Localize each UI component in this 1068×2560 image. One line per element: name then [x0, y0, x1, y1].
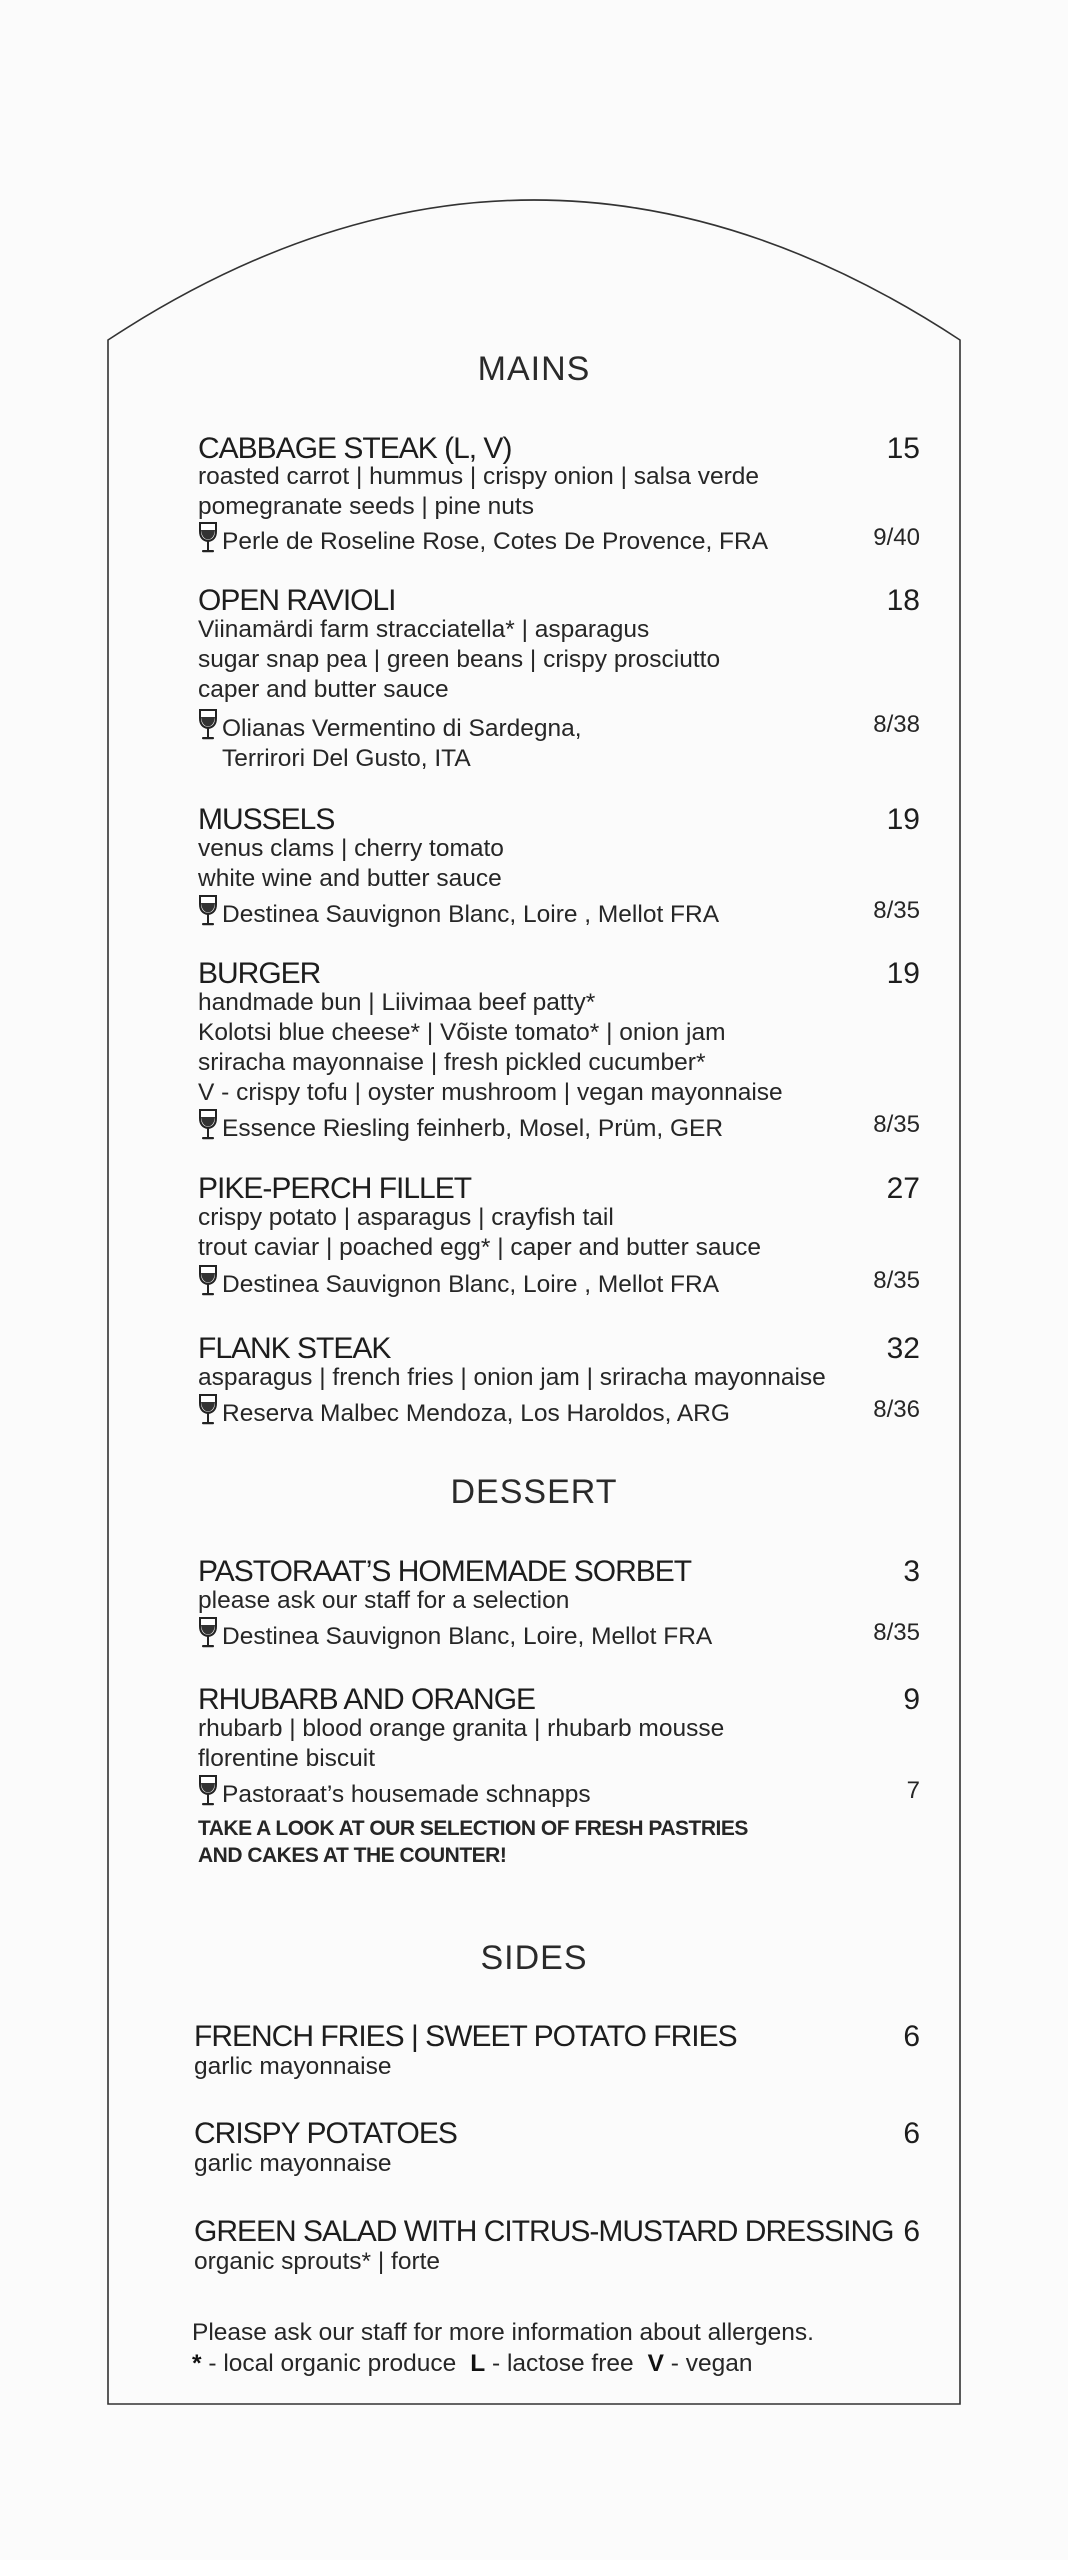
section-heading-sides: SIDES	[480, 1939, 588, 1977]
dish-name: PIKE-PERCH FILLET	[198, 1172, 472, 1205]
description-line: venus clams | cherry tomato	[198, 835, 504, 862]
wine-name: Olianas Vermentino di Sardegna,	[222, 715, 582, 742]
wine-name: Reserva Malbec Mendoza, Los Haroldos, ARG	[222, 1400, 730, 1427]
description-line: asparagus | french fries | onion jam | sriracha mayonnaise	[198, 1364, 826, 1391]
description-line: Kolotsi blue cheese* | Võiste tomato* | onion jam	[198, 1019, 726, 1046]
description-line: crispy potato | asparagus | crayfish tail	[198, 1204, 614, 1231]
wine-line	[198, 1108, 723, 1144]
star-key: *	[192, 2350, 202, 2377]
l-key: L	[470, 2350, 486, 2377]
dish-price: 19	[886, 957, 920, 990]
side-description: garlic mayonnaise	[194, 2150, 392, 2177]
dish-description	[198, 1586, 569, 1616]
wine-glass-icon	[198, 1393, 218, 1429]
counter-note	[198, 1815, 748, 1869]
dish-name: RHUBARB AND ORANGE	[198, 1683, 536, 1716]
description-line: please ask our staff for a selection	[198, 1587, 570, 1614]
description-line: white wine and butter sauce	[198, 865, 502, 892]
description-line: handmade bun | Liivimaa beef patty*	[198, 989, 596, 1016]
wine-glass-icon	[198, 894, 218, 930]
allergen-footer	[192, 2317, 814, 2379]
wine-line	[198, 708, 582, 744]
dish-name: OPEN RAVIOLI	[198, 584, 396, 617]
wine-price: 7	[906, 1777, 920, 1804]
l-text: - lactose free	[485, 2350, 634, 2377]
wine-pairing	[198, 1264, 719, 1300]
note-line: TAKE A LOOK AT OUR SELECTION OF FRESH PASTRIES	[198, 1817, 748, 1840]
dish-name: CABBAGE STEAK (L, V)	[198, 432, 512, 465]
dish-name: PASTORAAT’S HOMEMADE SORBET	[198, 1555, 692, 1588]
wine-name: Destinea Sauvignon Blanc, Loire , Mellot FRA	[222, 901, 720, 928]
wine-pairing	[198, 1108, 723, 1144]
dish-name: FLANK STEAK	[198, 1332, 391, 1365]
description-line: sriracha mayonnaise | fresh pickled cucumber*	[198, 1049, 706, 1076]
dish-description	[198, 834, 504, 894]
wine-line	[198, 1264, 719, 1300]
description-line: pomegranate seeds | pine nuts	[198, 493, 534, 520]
side-name: CRISPY POTATOES	[194, 2117, 457, 2150]
side-price: 6	[903, 2020, 920, 2053]
description-line: V - crispy tofu | oyster mushroom | vegan mayonnaise	[198, 1079, 783, 1106]
description-line: sugar snap pea | green beans | crispy prosciutto	[198, 646, 721, 673]
wine-name: Essence Riesling feinherb, Mosel, Prüm, GER	[222, 1115, 724, 1142]
wine-name: Destinea Sauvignon Blanc, Loire , Mellot FRA	[222, 1271, 720, 1298]
description-line: roasted carrot | hummus | crispy onion | salsa verde	[198, 463, 760, 490]
wine-name: Destinea Sauvignon Blanc, Loire, Mellot FRA	[222, 1623, 713, 1650]
wine-glass-icon	[198, 1108, 218, 1144]
wine-pairing	[198, 1774, 591, 1810]
dish-price: 19	[886, 803, 920, 836]
dish-description	[198, 1363, 826, 1393]
description-line: trout caviar | poached egg* | caper and butter sauce	[198, 1234, 761, 1261]
wine-pairing	[198, 894, 719, 930]
dish-description	[198, 988, 783, 1108]
wine-price: 8/35	[873, 1619, 920, 1646]
wine-pairing	[198, 1616, 712, 1652]
dish-description	[198, 1714, 724, 1774]
wine-price: 9/40	[873, 524, 920, 551]
wine-price: 8/35	[873, 1111, 920, 1138]
wine-price: 8/38	[873, 711, 920, 738]
v-key: V	[647, 2350, 664, 2377]
note-line: AND CAKES AT THE COUNTER!	[198, 1844, 507, 1867]
description-line: florentine biscuit	[198, 1745, 376, 1772]
star-text: - local organic produce	[201, 2350, 457, 2377]
wine-price: 8/36	[873, 1396, 920, 1423]
dish-name: BURGER	[198, 957, 321, 990]
side-name: FRENCH FRIES | SWEET POTATO FRIES	[194, 2020, 737, 2053]
section-heading-mains: MAINS	[477, 350, 591, 388]
allergen-legend	[192, 2348, 814, 2379]
v-text: - vegan	[663, 2350, 753, 2377]
wine-line	[198, 1774, 591, 1810]
wine-name: Terrirori Del Gusto, ITA	[222, 745, 471, 772]
wine-line	[198, 521, 768, 557]
dish-price: 32	[886, 1332, 920, 1365]
dish-description	[198, 1203, 761, 1263]
dish-price: 9	[903, 1683, 920, 1716]
allergen-note: Please ask our staff for more information about allergens.	[192, 2319, 814, 2346]
wine-glass-icon	[198, 521, 218, 557]
description-line: rhubarb | blood orange granita | rhubarb mousse	[198, 1715, 725, 1742]
wine-name: Pastoraat’s housemade schnapps	[222, 1781, 591, 1808]
wine-line	[198, 1393, 730, 1429]
wine-pairing	[198, 708, 582, 774]
dish-description	[198, 615, 720, 705]
wine-line	[198, 1616, 712, 1652]
dish-price: 3	[903, 1555, 920, 1588]
description-line: Viinamärdi farm stracciatella* | asparagus	[198, 616, 650, 643]
wine-pairing	[198, 1393, 730, 1429]
section-heading-dessert: DESSERT	[450, 1473, 618, 1511]
dish-name: MUSSELS	[198, 803, 335, 836]
wine-price: 8/35	[873, 897, 920, 924]
dish-price: 15	[886, 432, 920, 465]
dish-price: 27	[886, 1172, 920, 1205]
wine-pairing	[198, 521, 768, 557]
dish-description	[198, 462, 759, 522]
side-description: garlic mayonnaise	[194, 2053, 392, 2080]
wine-glass-icon	[198, 1264, 218, 1300]
side-price: 6	[903, 2117, 920, 2150]
wine-glass-icon	[198, 1774, 218, 1810]
wine-line	[198, 744, 582, 774]
dish-price: 18	[886, 584, 920, 617]
wine-glass-icon	[198, 708, 218, 744]
side-description: organic sprouts* | forte	[194, 2248, 441, 2275]
wine-name: Perle de Roseline Rose, Cotes De Provence, FRA	[222, 528, 769, 555]
wine-price: 8/35	[873, 1267, 920, 1294]
description-line: caper and butter sauce	[198, 676, 449, 703]
wine-line	[198, 894, 719, 930]
wine-glass-icon	[198, 1616, 218, 1652]
side-name: GREEN SALAD WITH CITRUS-MUSTARD DRESSING	[194, 2215, 894, 2248]
side-price: 6	[903, 2215, 920, 2248]
